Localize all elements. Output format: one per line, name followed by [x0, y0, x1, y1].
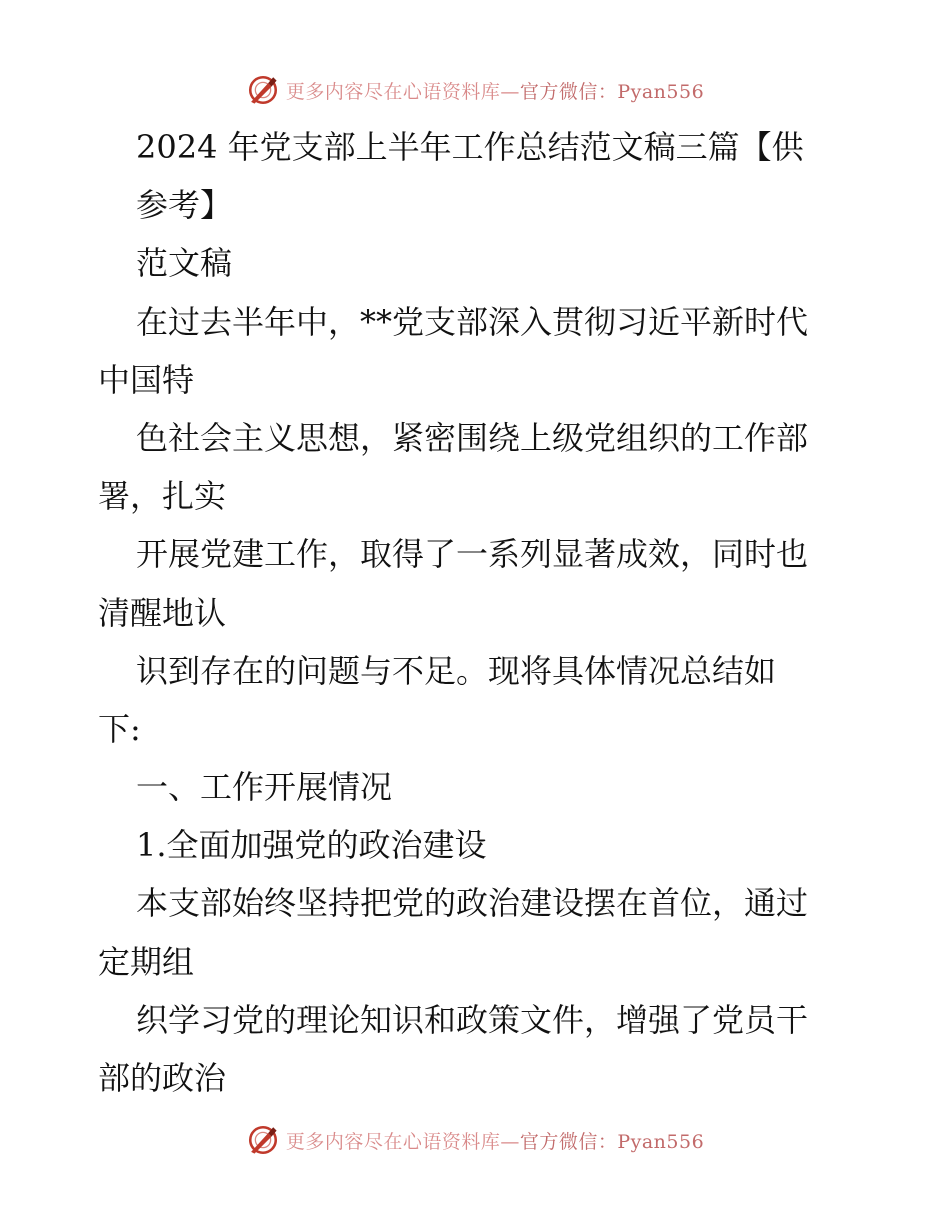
paragraph-line: 下: [98, 709, 141, 748]
paragraph-line: 色社会主义思想，紧密围绕上级党组织的工作部 [136, 418, 809, 457]
paragraph-line: 织学习党的理论知识和政策文件，增强了党员干 [136, 1000, 809, 1039]
paragraph-line: 部的政治 [98, 1059, 227, 1097]
paragraph-line: 定期组 [98, 942, 195, 981]
paragraph-line: 开展党建工作，取得了一系列显著成效，同时也 [136, 535, 809, 574]
paragraph-line: 署，扎实 [98, 477, 227, 516]
pen-circle-logo-icon [246, 73, 280, 107]
section-heading: 一、工作开展情况 [136, 768, 393, 807]
section-heading: 范文稿 [136, 244, 233, 283]
paragraph-line: 识到存在的问题与不足。现将具体情况总结如 [136, 651, 777, 690]
watermark-text: 更多内容尽在心语资料库—官方微信：Pyan556 [285, 80, 705, 103]
watermark-text: 更多内容尽在心语资料库—官方微信：Pyan556 [285, 1130, 705, 1153]
document-title-line: 参考】 [136, 186, 233, 225]
paragraph-line: 本支部始终坚持把党的政治建设摆在首位，通过 [136, 884, 809, 923]
document-title-line: 2024 年党支部上半年工作总结范文稿三篇【供 [136, 128, 804, 166]
pen-circle-logo-icon [246, 1123, 280, 1157]
paragraph-line: 清醒地认 [98, 593, 227, 632]
document-body [98, 118, 850, 1107]
subsection-heading: 1.全面加强党的政治建设 [136, 826, 487, 865]
footer-watermark-banner [0, 1120, 950, 1160]
header-watermark-banner [0, 70, 950, 110]
paragraph-line: 中国特 [98, 360, 195, 399]
paragraph-line: 在过去半年中，**党支部深入贯彻习近平新时代 [136, 302, 809, 341]
